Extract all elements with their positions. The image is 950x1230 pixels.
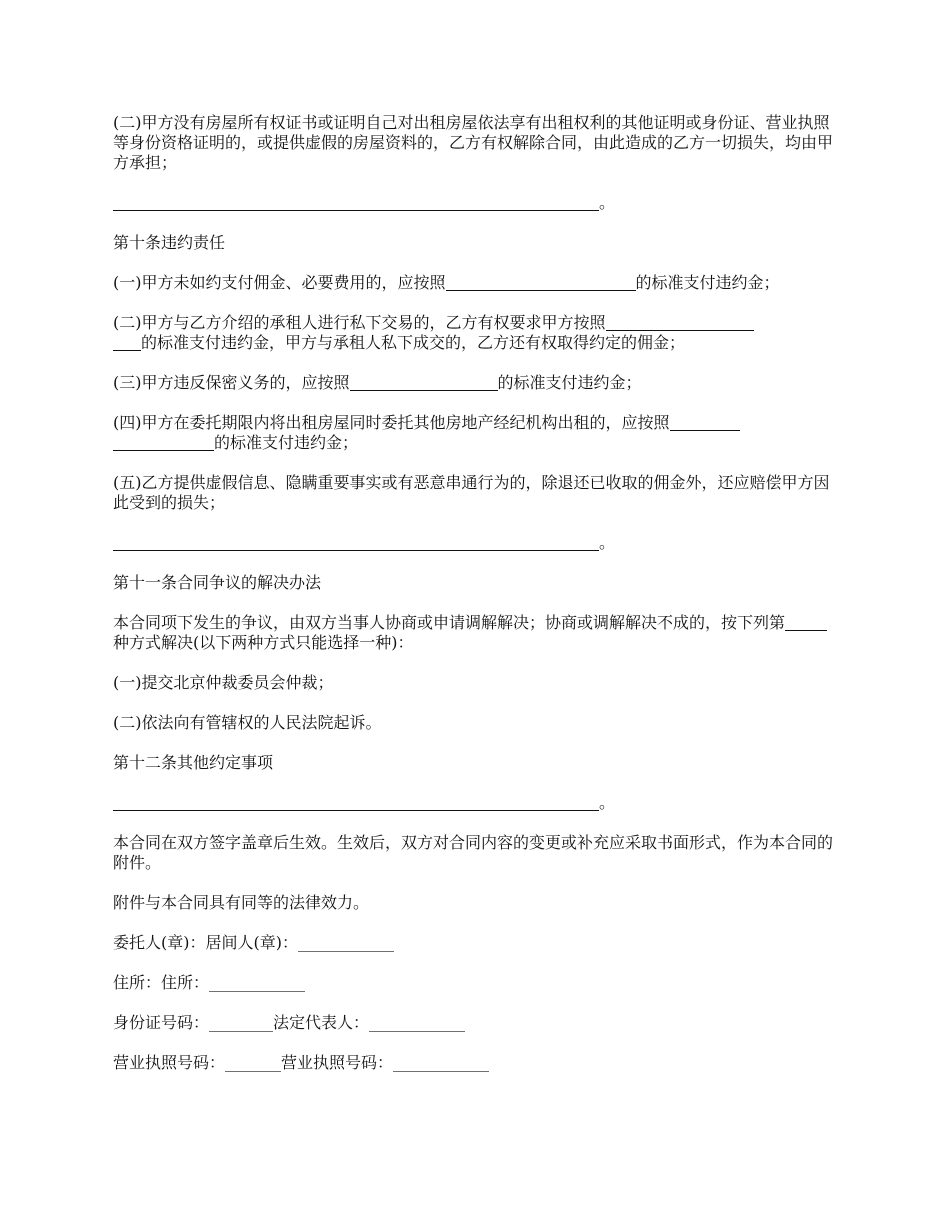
article-10-title: 第十条违约责任 — [113, 233, 226, 252]
article-12-title: 第十二条其他约定事项 — [113, 753, 274, 772]
fill-blank[interactable] — [113, 194, 599, 211]
signature-license-number: 营业执照号码：_______营业执照号码：____________ — [113, 1053, 490, 1072]
fill-blank[interactable] — [446, 274, 636, 291]
fill-blank[interactable]: ________ — [209, 1013, 274, 1032]
effect-clause: 本合同在双方签字盖章后生效。生效后，双方对合同内容的变更或补充应采取书面形式，作为本合同的附件。 — [113, 833, 834, 872]
fill-blank[interactable]: ____________ — [297, 933, 394, 952]
clause-10-1: (一)甲方未如约支付佣金、必要费用的，应按照 的标准支付违约金； — [113, 273, 780, 292]
clause-10-2: (二)甲方与乙方介绍的承租人进行私下交易的，乙方有权要求甲方按照 的标准支付违约金，甲方与承租人私下成交的，乙方还有权取得约定的佣金； — [113, 313, 837, 353]
signature-id-number: 身份证号码：________法定代表人：____________ — [113, 1013, 466, 1032]
fill-blank[interactable] — [670, 414, 740, 431]
signature-principal: 委托人(章)：居间人(章)：____________ — [113, 933, 394, 952]
fill-blank[interactable]: ____________ — [369, 1013, 466, 1032]
signature-address: 住所：住所：____________ — [113, 973, 306, 992]
clause-11-1: (一)提交北京仲裁委员会仲裁； — [113, 673, 334, 692]
clause-11-2: (二)依法向有管辖权的人民法院起诉。 — [113, 713, 382, 732]
blank-line-2: 。 — [113, 533, 837, 553]
fill-blank[interactable]: ____________ — [393, 1053, 490, 1072]
fill-blank[interactable] — [113, 794, 599, 811]
article-11-title: 第十一条合同争议的解决办法 — [113, 573, 322, 592]
blank-line-3: 。 — [113, 793, 837, 813]
fill-blank[interactable]: _______ — [225, 1053, 282, 1072]
clause-10-5: (五)乙方提供虚假信息、隐瞒重要事实或有恶意串通行为的，除退还已收取的佣金外，还应赔偿甲方因此受到的损失； — [113, 473, 830, 512]
fill-blank[interactable] — [113, 334, 141, 351]
fill-blank[interactable] — [113, 534, 599, 551]
fill-blank[interactable] — [606, 314, 754, 331]
annex-clause: 附件与本合同具有同等的法律效力。 — [113, 893, 370, 912]
blank-line-1: 。 — [113, 193, 837, 213]
fill-blank[interactable] — [350, 374, 498, 391]
fill-blank[interactable] — [113, 434, 214, 451]
fill-blank[interactable] — [785, 614, 827, 631]
clause-11-body: 本合同项下发生的争议，由双方当事人协商或申请调解解决；协商或调解解决不成的，按下列第种方式解决(以下两种方式只能选择一种)： — [113, 613, 837, 653]
clause-10-4: (四)甲方在委托期限内将出租房屋同时委托其他房地产经纪机构出租的，应按照 的标准支付违约金； — [113, 413, 837, 453]
fill-blank[interactable]: ____________ — [209, 973, 306, 992]
clause-10-3: (三)甲方违反保密义务的，应按照 的标准支付违约金； — [113, 373, 642, 392]
clause-9-2: (二)甲方没有房屋所有权证书或证明自己对出租房屋依法享有出租权利的其他证明或身份证、营业执照等身份资格证明的，或提供虚假的房屋资料的，乙方有权解除合同，由此造成的乙方一切损失，均由甲方承担； — [113, 113, 834, 172]
